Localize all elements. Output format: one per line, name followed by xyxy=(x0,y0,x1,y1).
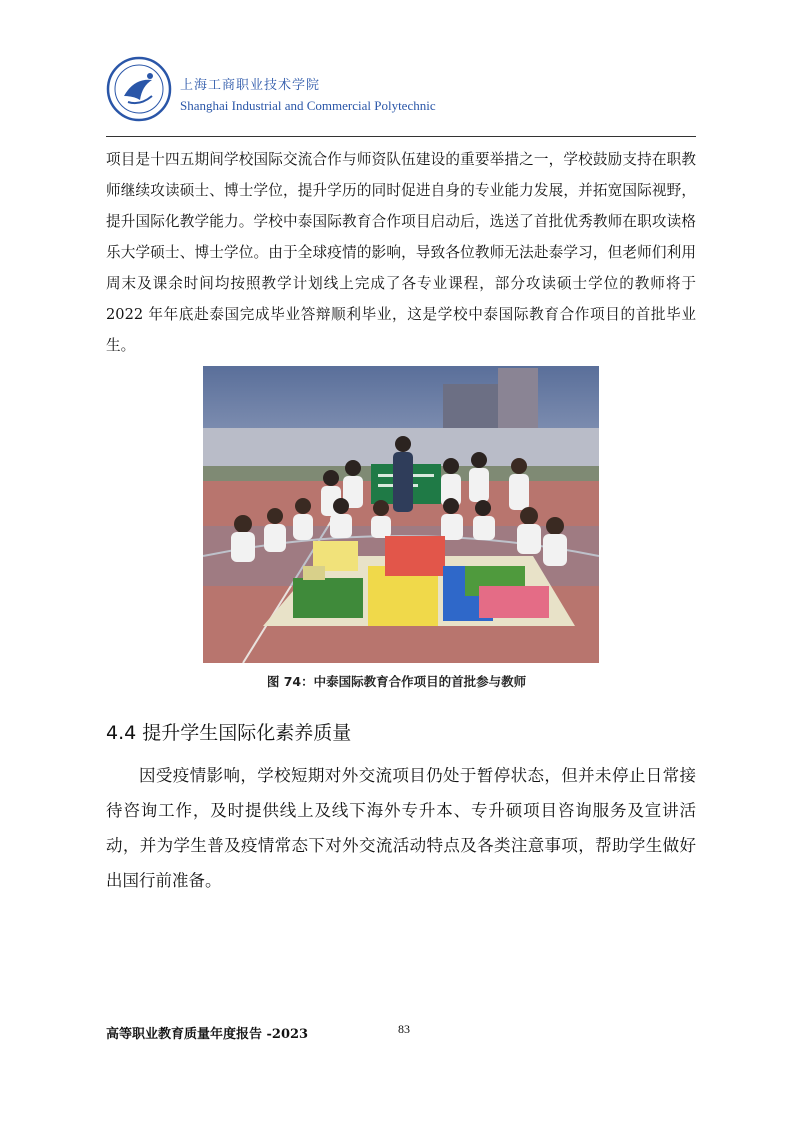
section-heading: 4.4 提升学生国际化素养质量 xyxy=(106,722,352,744)
footer-report-title: 高等职业教育质量年度报告 -2023 xyxy=(106,1027,309,1042)
school-logo xyxy=(106,56,172,122)
page-header xyxy=(106,56,696,136)
school-name-cn: 上海工商职业技术学院 xyxy=(180,78,321,93)
page-number: 83 xyxy=(398,1022,410,1036)
body-paragraph-2: 因受疫情影响，学校短期对外交流项目仍处于暂停状态，但并未停止日常接待咨询工作，及时提供线上及线下海外专升本、专升硕项目咨询服务及宣讲活动，并为学生普及疫情常态下对外交流活动特点及各类注意事项，帮助学生做好出国行前准备。 xyxy=(106,766,696,890)
body-paragraph-1: 项目是十四五期间学校国际交流合作与师资队伍建设的重要举措之一，学校鼓励支持在职教师继续攻读硕士、博士学位，提升学历的同时促进自身的专业能力发展，并拓宽国际视野，提升国际化教学能力。学校中泰国际教育合作项目启动后，选送了首批优秀教师在职攻读格乐大学硕士、博士学位。由于全球疫情的影响，导致各位教师无法赴泰学习，但老师们利用周末及课余时间均按照教学计划线上完成了各专业课程，部分攻读硕士学位的教师将于 2022 年年底赴泰国完成毕业答辩顺利毕业，这是学校中泰国际教育合作项目的首批毕业生。 xyxy=(106,151,696,354)
school-name-en: Shanghai Industrial and Commercial Polytechnic xyxy=(180,98,436,113)
figure-caption: 图 74：中泰国际教育合作项目的首批参与教师 xyxy=(266,674,527,689)
group-photo xyxy=(203,366,599,663)
header-divider xyxy=(106,136,696,137)
